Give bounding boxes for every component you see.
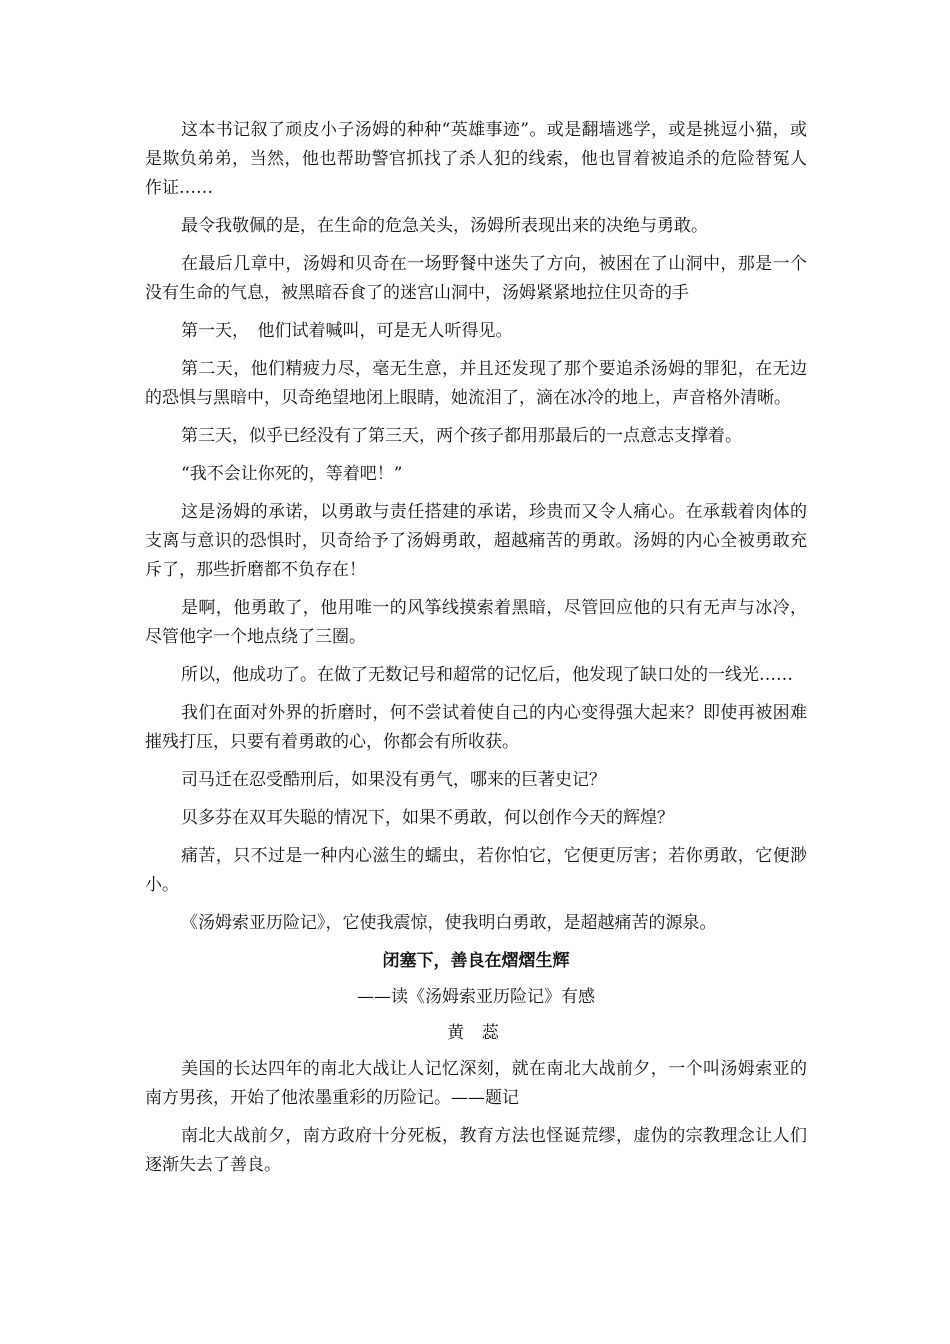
paragraph: 贝多芬在双耳失聪的情况下，如果不勇敢，何以创作今天的辉煌？: [181, 808, 674, 828]
paragraph: 美国的长达四年的南北大战让人记忆深刻，就在南北大战前夕，一个叫汤姆索亚的南方男孩，开始了他浓墨重彩的历险记。——题记: [145, 1059, 807, 1108]
paragraph: 是啊，他勇敢了，他用唯一的风筝线摸索着黑暗，尽管回应他的只有无声与冰冷，尽管他字一个地点绕了三圈。: [145, 598, 807, 647]
paragraph: 我们在面对外界的折磨时，何不尝试着使自己的内心变得强大起来？即使再被困难摧残打压，只要有着勇敢的心，你都会有所收获。: [145, 703, 807, 752]
paragraph: “我不会让你死的，等着吧！”: [181, 464, 403, 484]
essay-author: 黄 蕊: [447, 1023, 505, 1043]
paragraph: 痛苦，只不过是一种内心滋生的蠕虫，若你怕它，它便更厉害；若你勇敢，它便渺小。: [145, 846, 807, 895]
paragraph: 第一天， 他们试着喊叫，可是无人听得见。: [181, 321, 513, 341]
document-page: [145, 116, 807, 1189]
paragraph: 这是汤姆的承诺，以勇敢与责任搭建的承诺，珍贵而又令人痛心。在承载着肉体的支离与意识的恐惧时，贝奇给予了汤姆勇敢，超越痛苦的勇敢。汤姆的内心全被勇敢充斥了，那些折磨都不负存在！: [145, 502, 807, 580]
paragraph: 《汤姆索亚历险记》，它使我震惊，使我明白勇敢，是超越痛苦的源泉。: [181, 913, 717, 933]
paragraph: 第三天，似乎已经没有了第三天，两个孩子都用那最后的一点意志支撑着。: [181, 426, 742, 446]
paragraph: 南北大战前夕，南方政府十分死板，教育方法也怪诞荒缪，虚伪的宗教理念让人们逐渐失去了善良。: [145, 1126, 807, 1175]
paragraph: 司马迁在忍受酷刑后，如果没有勇气，哪来的巨著史记？: [181, 770, 606, 790]
paragraph: 在最后几章中，汤姆和贝奇在一场野餐中迷失了方向，被困在了山洞中，那是一个没有生命的气息，被黑暗吞食了的迷宫山洞中，汤姆紧紧地拉住贝奇的手: [145, 254, 807, 303]
paragraph: 所以，他成功了。在做了无数记号和超常的记忆后，他发现了缺口处的一线光……: [181, 665, 793, 685]
paragraph: 这本书记叙了顽皮小子汤姆的种种“英雄事迹”。或是翻墙逃学，或是挑逗小猫，或是欺负弟弟，当然，他也帮助警官抓找了杀人犯的线索，他也冒着被追杀的危险替冤人作证……: [145, 120, 807, 198]
essay-subtitle: ——读《汤姆索亚历险记》有感: [357, 987, 595, 1007]
paragraph: 最令我敬佩的是，在生命的危急关头，汤姆所表现出来的决绝与勇敢。: [181, 216, 708, 236]
essay-title: 闭塞下，善良在熠熠生辉: [382, 951, 570, 971]
paragraph: 第二天，他们精疲力尽，毫无生意，并且还发现了那个要追杀汤姆的罪犯，在无边的恐惧与黑暗中，贝奇绝望地闭上眼睛，她流泪了，滴在冰冷的地上，声音格外清晰。: [145, 359, 807, 408]
